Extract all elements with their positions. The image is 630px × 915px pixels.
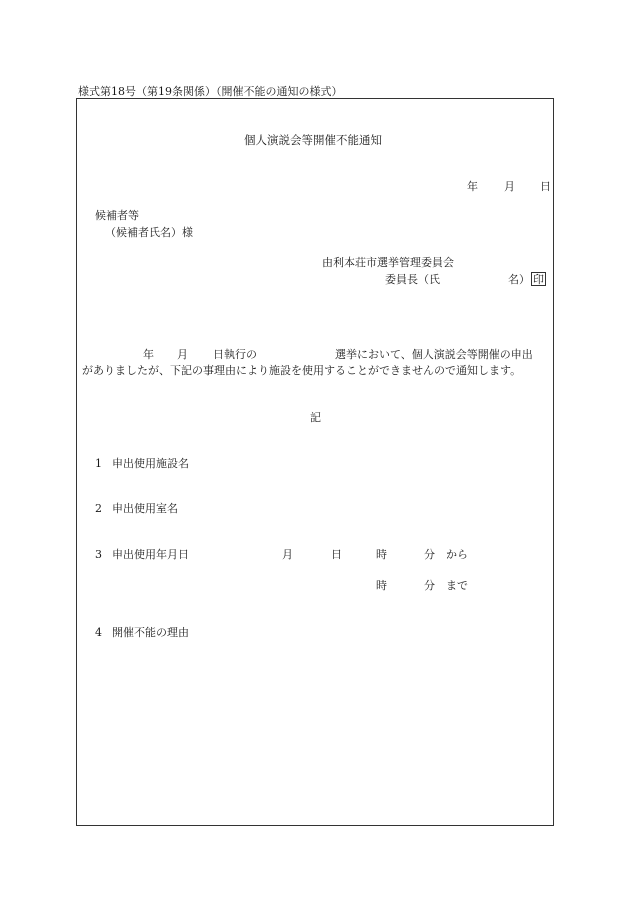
date-year: 年 [467, 180, 478, 193]
sender-title-suffix: 名） [508, 273, 530, 286]
item-4-number: 4 [95, 626, 102, 639]
date-month: 月 [504, 180, 515, 193]
date-day: 日 [540, 180, 551, 193]
sender-title-prefix: 委員長（氏 [385, 273, 440, 286]
item-3-number: 3 [95, 548, 102, 561]
body-day-executed: 日執行の [213, 348, 257, 361]
item-4-label: 開催不能の理由 [112, 626, 189, 639]
item-3-from: から [446, 548, 468, 561]
document-title: 個人演説会等開催不能通知 [244, 133, 382, 147]
sender-organization: 由利本荘市選挙管理委員会 [322, 256, 454, 269]
ki-marker: 記 [310, 411, 321, 424]
sender-name-suffix [508, 272, 546, 286]
body-year: 年 [143, 348, 154, 361]
item-3-month: 月 [282, 548, 293, 561]
item-3-label: 申出使用年月日 [112, 548, 189, 561]
body-line-2: がありましたが、下記の事理由により施設を使用することができませんので通知します。 [82, 364, 522, 377]
item-1-number: 1 [95, 457, 102, 470]
item-3-hour-end: 時 [376, 579, 387, 592]
body-line-1-rest: 選挙において、個人演説会等開催の申出 [335, 348, 533, 361]
addressee-line-2: （候補者氏名）様 [105, 226, 193, 239]
item-2-label: 申出使用室名 [112, 502, 178, 515]
seal-mark: 印 [533, 273, 544, 286]
item-2-number: 2 [95, 502, 102, 515]
item-3-until: まで [446, 579, 468, 592]
body-month: 月 [177, 348, 188, 361]
item-3-minute-start: 分 [424, 548, 435, 561]
item-1-label: 申出使用施設名 [112, 457, 189, 470]
addressee-line-1: 候補者等 [95, 209, 139, 222]
item-3-day: 日 [331, 548, 342, 561]
form-number-label: 様式第18号（第19条関係）（開催不能の通知の様式） [78, 85, 343, 98]
item-3-minute-end: 分 [424, 579, 435, 592]
item-3-hour-start: 時 [376, 548, 387, 561]
